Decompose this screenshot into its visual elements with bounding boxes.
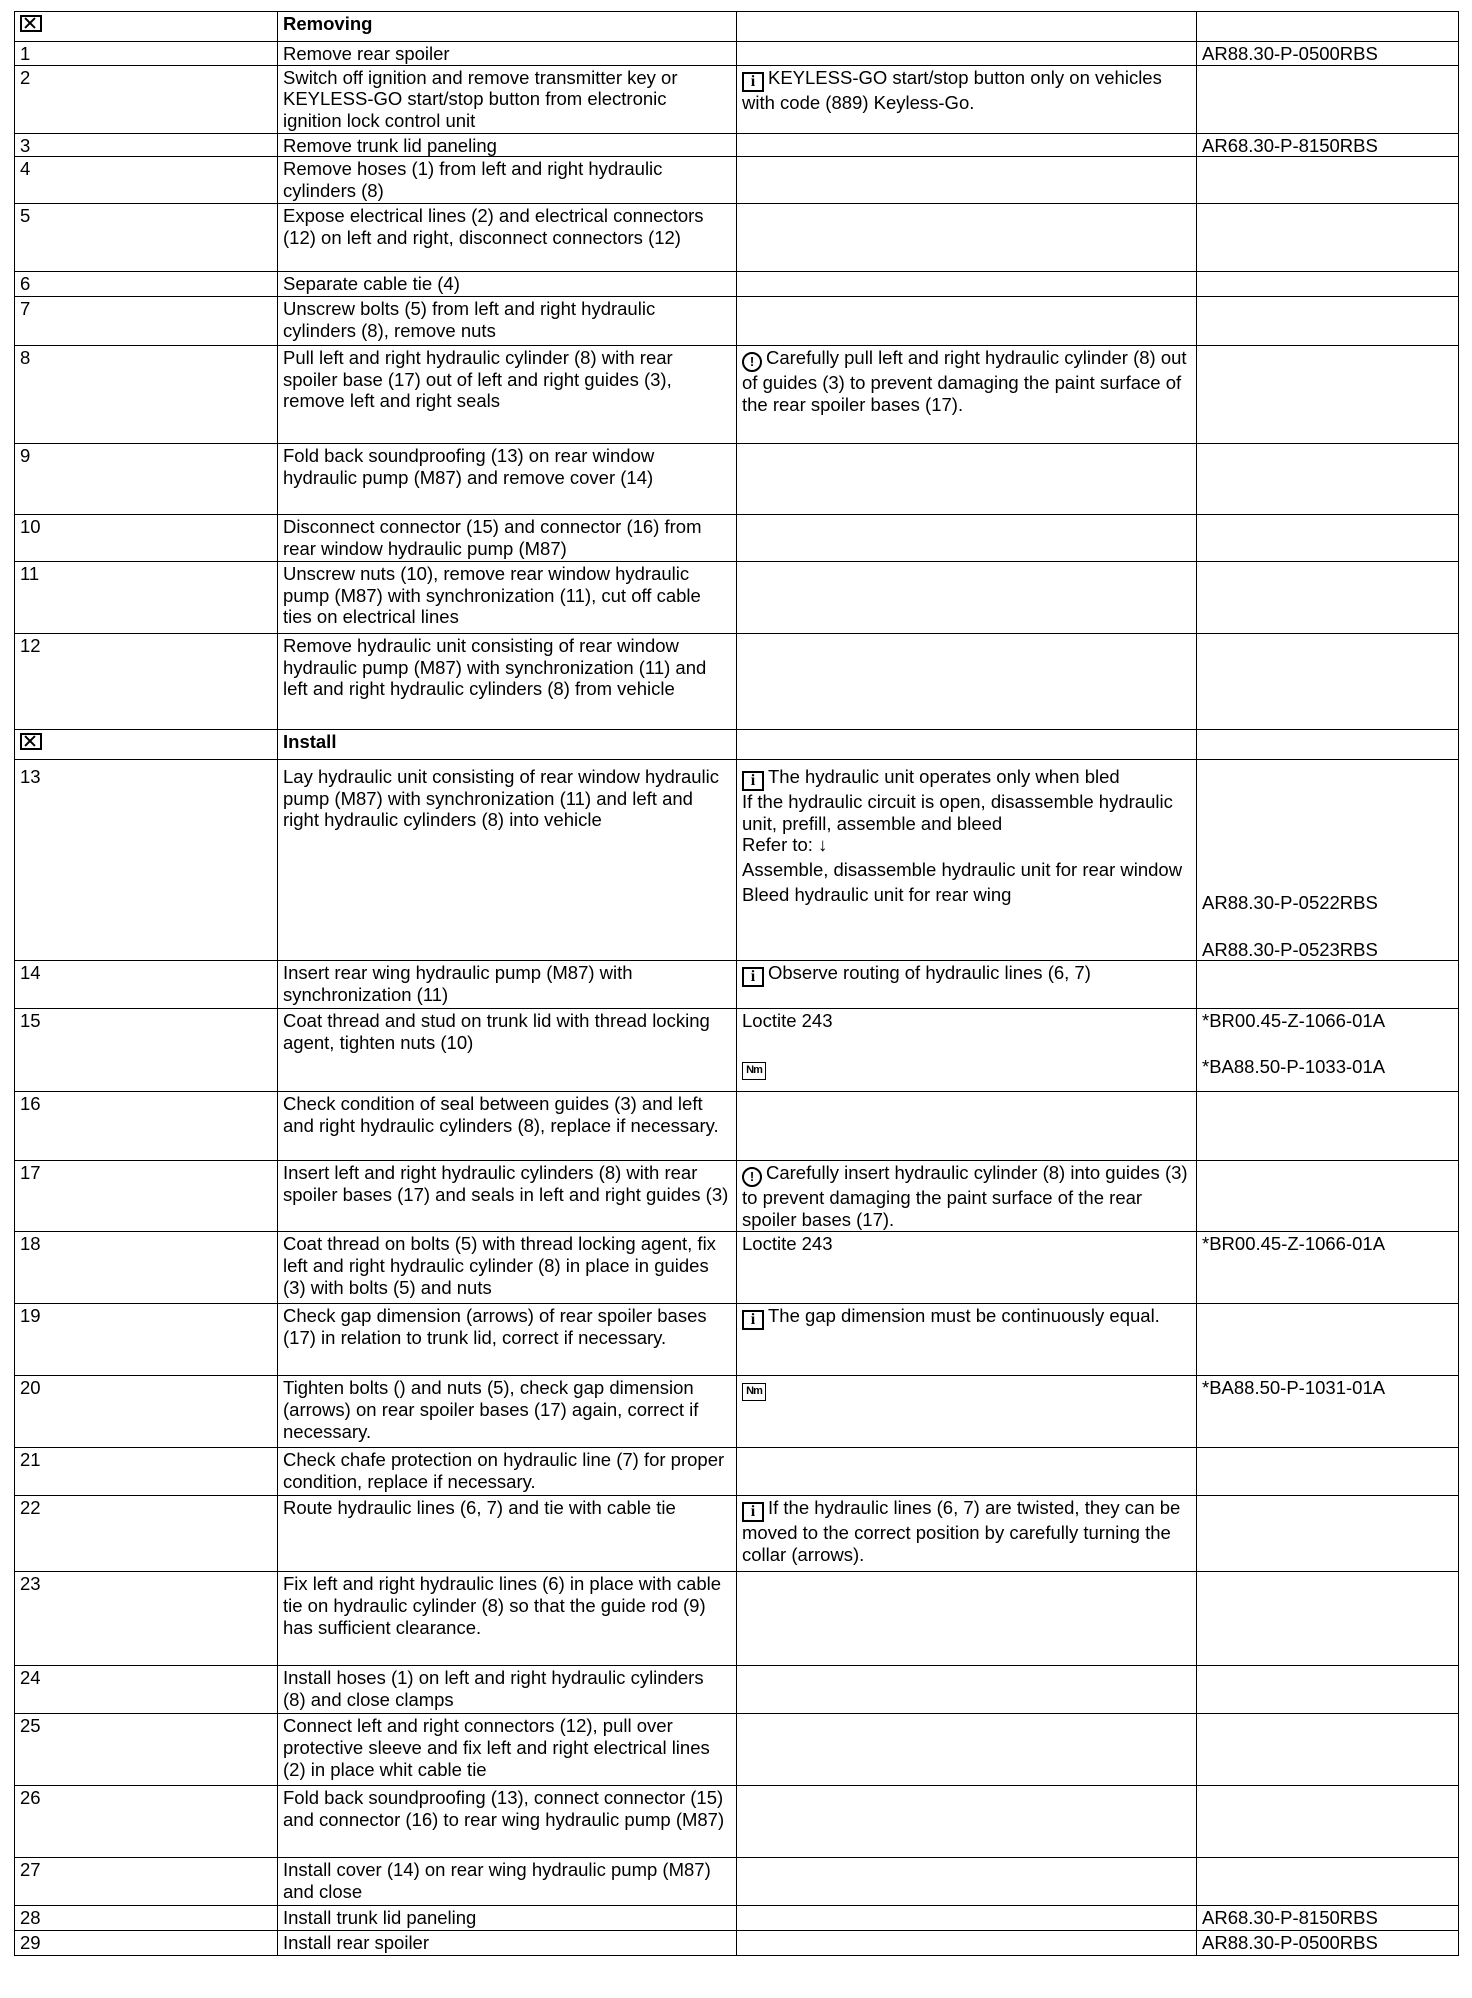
step-reference: AR88.30-P-0500RBS	[1197, 42, 1459, 66]
table-row	[15, 1232, 1459, 1304]
step-action: Unscrew bolts (5) from left and right hydraulic cylinders (8), remove nuts	[278, 297, 737, 346]
step-number: 3	[15, 133, 278, 157]
step-note: ! Carefully insert hydraulic cylinder (8) into guides (3) to prevent damaging the paint surface of the rear spoiler bases (17).	[737, 1161, 1197, 1232]
step-note: i The gap dimension must be continuously equal.	[737, 1304, 1197, 1376]
step-action: Remove hydraulic unit consisting of rear window hydraulic pump (M87) with synchronization (11) and left and right hydraulic cylinders (8) from vehicle	[278, 634, 737, 730]
sub-step: Assemble, disassemble hydraulic unit for rear window	[742, 858, 1183, 880]
step-reference: *BR00.45-Z-1066-01A *BA88.50-P-1033-01A	[1197, 1009, 1459, 1092]
step-reference: AR88.30-P-0522RBS AR88.30-P-0523RBS	[1197, 760, 1459, 961]
step-note: i If the hydraulic lines (6, 7) are twisted, they can be moved to the correct position by carefully turning the collar (arrows).	[737, 1496, 1197, 1572]
step-number: 17	[15, 1161, 278, 1232]
step-action: Install trunk lid paneling	[278, 1906, 737, 1931]
step-note	[737, 1376, 1197, 1448]
step-note: ! Carefully pull left and right hydraulic cylinder (8) out of guides (3) to prevent damaging the paint surface of the rear spoiler bases (17).	[737, 346, 1197, 444]
table-row	[15, 1666, 1459, 1714]
step-number: 14	[15, 961, 278, 1009]
step-action: Remove hoses (1) from left and right hydraulic cylinders (8)	[278, 157, 737, 204]
removal-icon	[20, 15, 42, 32]
step-number: 20	[15, 1376, 278, 1448]
table-row	[15, 562, 1459, 634]
step-number: 29	[15, 1931, 278, 1956]
step-action: Install cover (14) on rear wing hydraulic pump (M87) and close	[278, 1858, 737, 1906]
table-row	[15, 272, 1459, 297]
step-reference: *BR00.45-Z-1066-01A	[1197, 1232, 1459, 1304]
warning-icon: !	[742, 352, 762, 372]
table-row	[15, 133, 1459, 157]
section-icon-cell	[15, 12, 278, 42]
step-action: Install rear spoiler	[278, 1931, 737, 1956]
table-row	[15, 1304, 1459, 1376]
table-row	[15, 1858, 1459, 1906]
table-row	[15, 346, 1459, 444]
step-action: Tighten bolts () and nuts (5), check gap dimension (arrows) on rear spoiler bases (17) again, correct if necessary.	[278, 1376, 737, 1448]
table-row	[15, 515, 1459, 562]
table-row	[15, 204, 1459, 272]
step-number: 8	[15, 346, 278, 444]
section-row-install	[15, 730, 1459, 760]
step-action: Insert rear wing hydraulic pump (M87) with synchronization (11)	[278, 961, 737, 1009]
step-number: 19	[15, 1304, 278, 1376]
table-row	[15, 65, 1459, 133]
install-icon	[20, 733, 42, 750]
step-action: Fold back soundproofing (13) on rear window hydraulic pump (M87) and remove cover (14)	[278, 444, 737, 515]
step-action: Expose electrical lines (2) and electrical connectors (12) on left and right, disconnect connectors (12)	[278, 204, 737, 272]
table-row	[15, 1786, 1459, 1858]
step-action: Route hydraulic lines (6, 7) and tie with cable tie	[278, 1496, 737, 1572]
step-number: 1	[15, 42, 278, 66]
table-row	[15, 1092, 1459, 1161]
torque-icon: Nm	[742, 1383, 766, 1401]
step-action: Disconnect connector (15) and connector (16) from rear window hydraulic pump (M87)	[278, 515, 737, 562]
step-action: Fold back soundproofing (13), connect connector (15) and connector (16) to rear wing hydraulic pump (M87)	[278, 1786, 737, 1858]
table-row	[15, 1906, 1459, 1931]
step-number: 26	[15, 1786, 278, 1858]
procedure-table	[14, 11, 1459, 1956]
step-reference: AR68.30-P-8150RBS	[1197, 133, 1459, 157]
step-number: 7	[15, 297, 278, 346]
step-action: Fix left and right hydraulic lines (6) in place with cable tie on hydraulic cylinder (8) so that the guide rod (9) has sufficient clearance.	[278, 1572, 737, 1666]
step-number: 13	[15, 760, 278, 961]
step-action: Connect left and right connectors (12), pull over protective sleeve and fix left and right electrical lines (2) in place whit cable tie	[278, 1714, 737, 1786]
info-icon: i	[742, 1310, 764, 1330]
step-number: 21	[15, 1448, 278, 1496]
step-number: 22	[15, 1496, 278, 1572]
step-number: 6	[15, 272, 278, 297]
step-action: Unscrew nuts (10), remove rear window hydraulic pump (M87) with synchronization (11), cut off cable ties on electrical lines	[278, 562, 737, 634]
step-number: 24	[15, 1666, 278, 1714]
step-number: 28	[15, 1906, 278, 1931]
table-row	[15, 297, 1459, 346]
section-row-removing	[15, 12, 1459, 42]
step-action: Remove rear spoiler	[278, 42, 737, 66]
step-action: Remove trunk lid paneling	[278, 133, 737, 157]
step-number: 16	[15, 1092, 278, 1161]
step-reference: *BA88.50-P-1031-01A	[1197, 1376, 1459, 1448]
info-icon: i	[742, 771, 764, 791]
section-icon-cell	[15, 730, 278, 760]
step-action: Coat thread and stud on trunk lid with thread locking agent, tighten nuts (10)	[278, 1009, 737, 1092]
refer-to: Refer to: ↓	[742, 834, 828, 856]
step-number: 4	[15, 157, 278, 204]
info-icon: i	[742, 1502, 764, 1522]
step-number: 12	[15, 634, 278, 730]
step-number: 23	[15, 1572, 278, 1666]
table-row	[15, 1572, 1459, 1666]
table-row	[15, 157, 1459, 204]
step-number: 2	[15, 65, 278, 133]
step-note: Loctite 243 Nm	[737, 1009, 1197, 1092]
section-title: Install	[278, 730, 737, 760]
step-action: Coat thread on bolts (5) with thread locking agent, fix left and right hydraulic cylinder (8) in place in guides (3) with bolts (5) and nuts	[278, 1232, 737, 1304]
step-number: 18	[15, 1232, 278, 1304]
table-row	[15, 1448, 1459, 1496]
sub-step: Bleed hydraulic unit for rear wing	[742, 883, 1012, 905]
table-row	[15, 1376, 1459, 1448]
info-icon: i	[742, 72, 764, 92]
step-number: 25	[15, 1714, 278, 1786]
warning-icon: !	[742, 1167, 762, 1187]
table-row	[15, 634, 1459, 730]
step-number: 27	[15, 1858, 278, 1906]
step-number: 10	[15, 515, 278, 562]
table-row	[15, 42, 1459, 66]
step-number: 9	[15, 444, 278, 515]
step-action: Pull left and right hydraulic cylinder (8) with rear spoiler base (17) out of left and right guides (3), remove left and right seals	[278, 346, 737, 444]
step-note: i The hydraulic unit operates only when bled If the hydraulic circuit is open, disassemble hydraulic unit, prefill, assemble and bleed Refer to: ↓ Assemble, disassemble hydraulic unit for rear window Bleed hydraulic unit for rear wing	[737, 760, 1197, 961]
step-note: i KEYLESS-GO start/stop button only on vehicles with code (889) Keyless-Go.	[737, 65, 1197, 133]
info-icon: i	[742, 967, 764, 987]
table-row	[15, 1161, 1459, 1232]
torque-icon: Nm	[742, 1062, 766, 1080]
step-number: 11	[15, 562, 278, 634]
table-row	[15, 1009, 1459, 1092]
step-action: Separate cable tie (4)	[278, 272, 737, 297]
table-row	[15, 760, 1459, 961]
step-action: Install hoses (1) on left and right hydraulic cylinders (8) and close clamps	[278, 1666, 737, 1714]
step-action: Lay hydraulic unit consisting of rear window hydraulic pump (M87) with synchronization (11) and left and right hydraulic cylinders (8) into vehicle	[278, 760, 737, 961]
step-reference: AR88.30-P-0500RBS	[1197, 1931, 1459, 1956]
step-action: Insert left and right hydraulic cylinders (8) with rear spoiler bases (17) and seals in left and right guides (3)	[278, 1161, 737, 1232]
table-row	[15, 444, 1459, 515]
step-action: Check gap dimension (arrows) of rear spoiler bases (17) in relation to trunk lid, correct if necessary.	[278, 1304, 737, 1376]
table-row	[15, 1931, 1459, 1956]
step-action: Check chafe protection on hydraulic line (7) for proper condition, replace if necessary.	[278, 1448, 737, 1496]
step-note: i Observe routing of hydraulic lines (6, 7)	[737, 961, 1197, 1009]
step-number: 15	[15, 1009, 278, 1092]
table-row	[15, 1714, 1459, 1786]
section-title: Removing	[278, 12, 737, 42]
step-number: 5	[15, 204, 278, 272]
step-action: Check condition of seal between guides (3) and left and right hydraulic cylinders (8), replace if necessary.	[278, 1092, 737, 1161]
step-reference: AR68.30-P-8150RBS	[1197, 1906, 1459, 1931]
step-action: Switch off ignition and remove transmitter key or KEYLESS-GO start/stop button from electronic ignition lock control unit	[278, 65, 737, 133]
step-note: Loctite 243	[737, 1232, 1197, 1304]
table-row	[15, 1496, 1459, 1572]
table-row	[15, 961, 1459, 1009]
